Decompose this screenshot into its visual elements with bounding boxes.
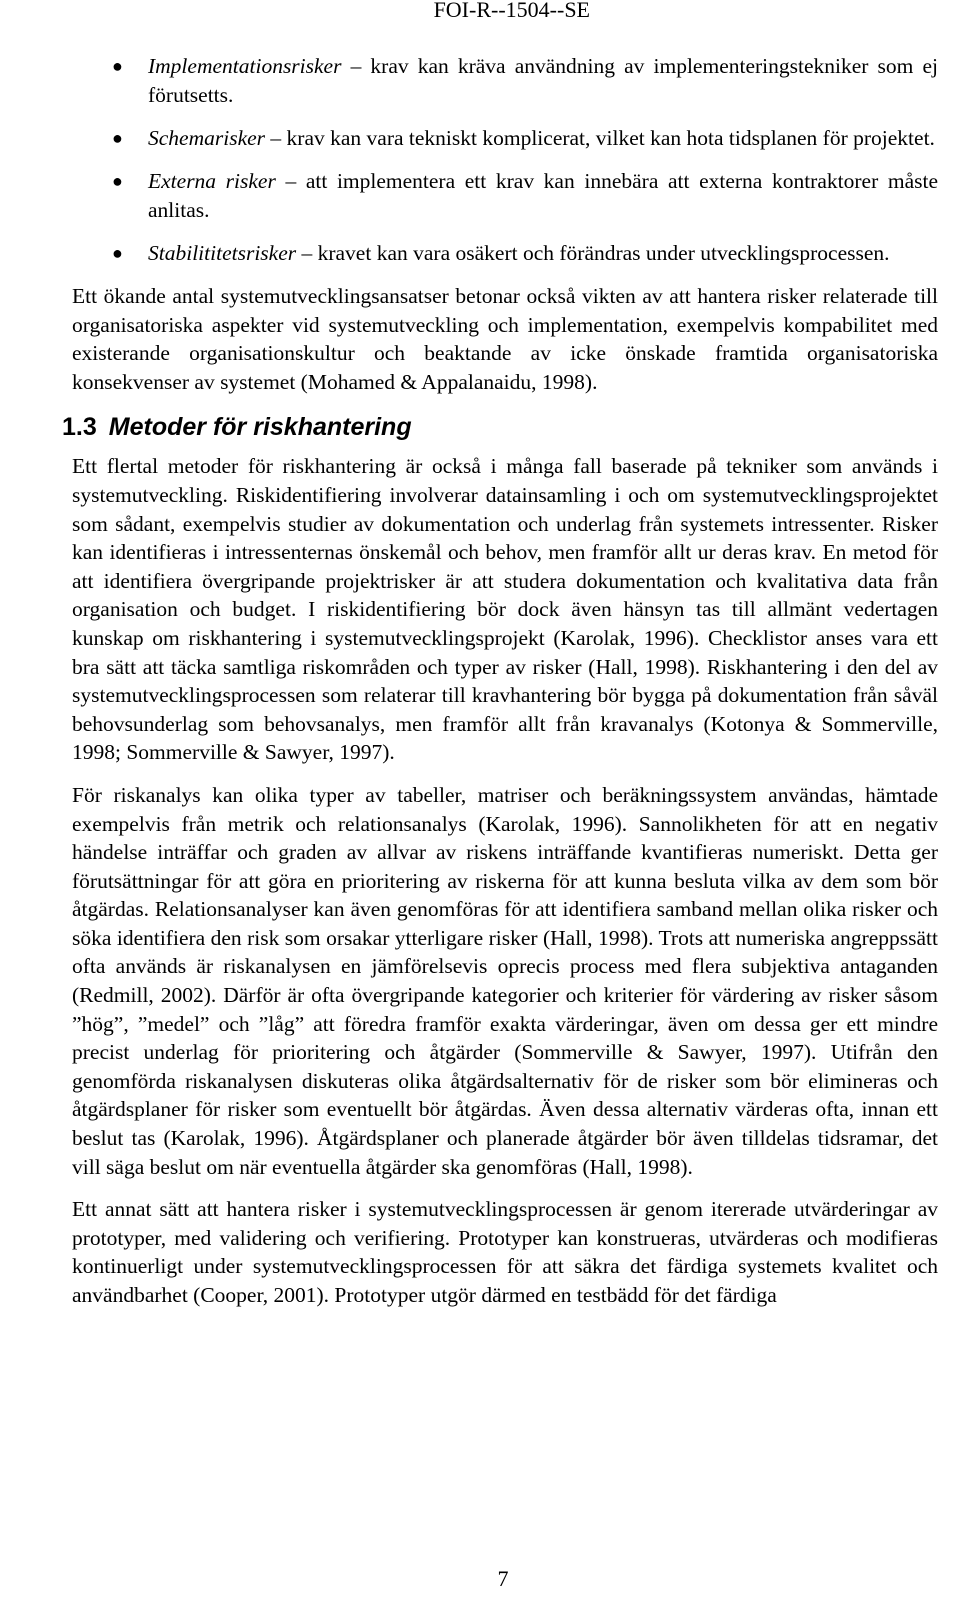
list-item [72, 167, 938, 225]
risk-description: – krav kan vara tekniskt komplicerat, vilket kan hota tidsplanen för projektet. [265, 126, 935, 150]
paragraph: För riskanalys kan olika typer av tabeller, matriser och beräkningssystem användas, hämtade exempelvis från metrik och relationsanalys (Karolak, 1996). Sannolikheten för att en negativ händelse inträffar och graden av allvar av riskens inträffande kvantifieras numeriskt. Detta ger förutsättningar för att göra en prioritering av riskerna för att kunna besluta vilka av dem som bör åtgärdas. Relationsanalyser kan även genomföras för att identifiera samband mellan olika risker och söka identifiera den risk som orsakar ytterligare risker (Hall, 1998). Trots att numeriska angreppssätt ofta används är riskanalysen en jämförelsevis oprecis process med flera subjektiva antaganden (Redmill, 2002). Därför är ofta övergripande kategorier och kriterier för värdering av risker såsom ”hög”, ”medel” och ”låg” att föredra framför exakta värderingar, även om dessa ger ett mindre precist underlag för prioritering och åtgärder (Sommerville & Sawyer, 1997). Utifrån den genomförda riskanalysen diskuteras olika åtgärdsalternativ för de risker som bör elimineras och åtgärdsplaner för risker som eventuellt bör åtgärdas. Även dessa alternativ värderas ofta, innan ett beslut tas (Karolak, 1996). Åtgärdsplaner och planerade åtgärder bör även tilldelas tidsramar, det vill säga beslut om när eventuella åtgärder ska genomföras (Hall, 1998). [72, 782, 938, 1179]
list-item [72, 239, 938, 268]
section-number: 1.3 [62, 413, 97, 442]
risk-term: Schemarisker [148, 126, 266, 150]
list-item [72, 124, 938, 153]
page-header [0, 0, 960, 24]
risk-term: Implementationsrisker [148, 54, 342, 78]
paragraph-intro: Ett ökande antal systemutvecklingsansatser betonar också vikten av att hantera risker relaterade till organisatoriska aspekter vid systemutveckling och implementation, exempelvis kompabilitet med existerande organisationskultur och beaktande av icke önskade framtida organisatoriska konsekvenser av systemet (Mohamed & Appalanaidu, 1998). [72, 284, 938, 394]
page-number: 7 [497, 1566, 509, 1591]
paragraph: Ett flertal metoder för riskhantering är också i många fall baserade på tekniker som används i systemutveckling. Riskidentifiering involverar datainsamling i och om systemutvecklingsprojektet som sådant, exempelvis studier av dokumentation och underlag från systemets intressenter. Risker kan identifieras i intressenternas önskemål och behov, men framför allt ur deras krav. En metod för att identifiera övergripande projektrisker är att studera dokumentation och kvalitativa data från organisation och budget. I riskidentifiering bör dock även hänsyn tas till allmänt vedertagen kunskap om riskhantering i systemutvecklingsprojekt (Karolak, 1996). Checklistor anses vara ett bra sätt att täcka samtliga riskområden och typer av risker (Hall, 1998). Riskhantering i den del av systemutvecklingsprocessen som relaterar till kravhantering bör bygga på dokumentation från såväl behovsunderlag som behovsanalys, men framför allt från kravanalys (Kotonya & Sommerville, 1998; Sommerville & Sawyer, 1997). [72, 454, 938, 765]
page-body [62, 52, 938, 1324]
bullet-icon: ● [112, 128, 123, 148]
risk-term: Externa risker [148, 169, 276, 193]
document-id: FOI-R--1504--SE [433, 0, 590, 22]
bullet-icon: ● [112, 243, 123, 263]
bullet-icon: ● [112, 56, 123, 76]
risk-description: – kravet kan vara osäkert och förändras under utvecklingsprocessen. [296, 241, 890, 265]
paragraph: Ett annat sätt att hantera risker i systemutvecklingsprocessen är genom itererade utvärderingar av prototyper, med validering och verifiering. Prototyper kan konstrueras, utvärderas och modifieras kontinuerligt under systemutvecklingsprocessen för att säkra det färdiga systemets kvalitet och användbarhet (Cooper, 2001). Prototyper utgör därmed en testbädd för det färdiga [72, 1197, 938, 1307]
section-heading [62, 410, 938, 444]
bullet-icon: ● [112, 171, 123, 191]
risk-description: – att implementera ett krav kan innebära att externa kontraktorer måste anlitas. [148, 169, 938, 222]
risk-list [72, 52, 938, 268]
risk-term: Stabilititetsrisker [148, 241, 297, 265]
risk-description: – krav kan kräva användning av implementeringstekniker som ej förutsetts. [148, 54, 938, 107]
section-title: Metoder för riskhantering [108, 413, 412, 442]
list-item [72, 52, 938, 110]
